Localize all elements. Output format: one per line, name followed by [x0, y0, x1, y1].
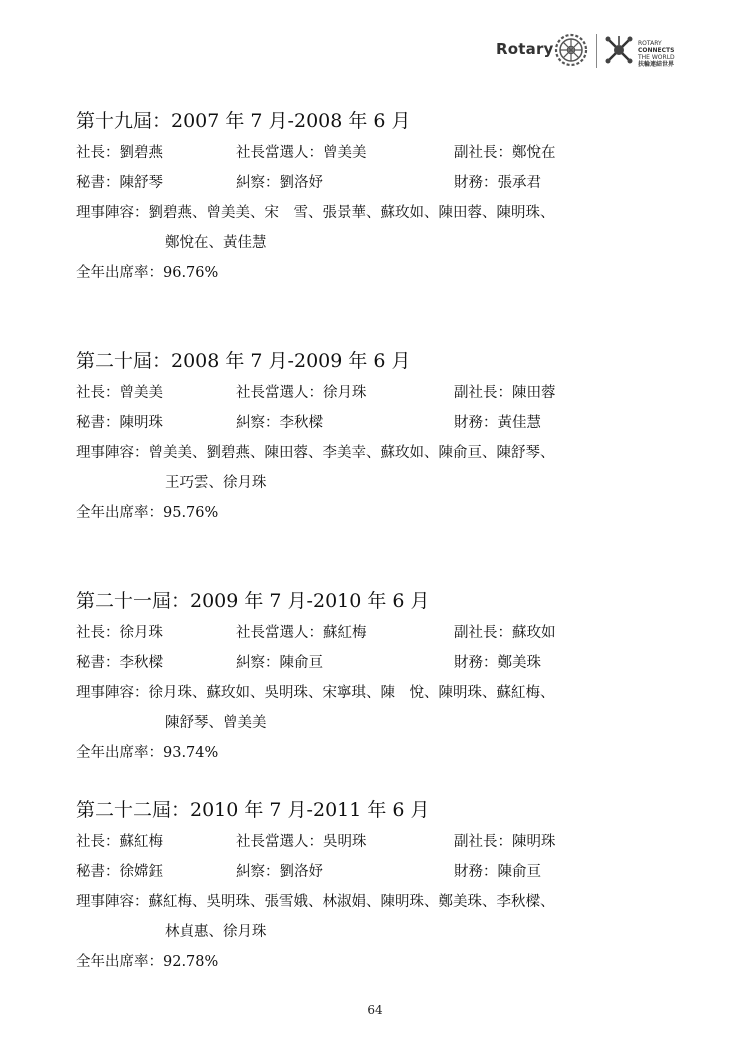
officers-row-1: [76, 827, 696, 857]
officers-row-1: [76, 618, 696, 648]
board-members: 理事陣容：蘇紅梅、吳明珠、張雪娥、林淑娟、陳明珠、鄭美珠、李秋樑、: [76, 894, 555, 910]
sergeant-at-arms: 糾察：劉洛妤: [236, 864, 323, 880]
treasurer: 財務：黃佳慧: [454, 415, 541, 431]
logo-divider: [596, 34, 597, 68]
vice-president: 副社長：蘇玫如: [454, 625, 556, 641]
sergeant-at-arms: 糾察：李秋樑: [236, 415, 323, 431]
term-title: 第二十屆：2008 年 7 月-2009 年 6 月: [76, 350, 411, 372]
president: 社長：曾美美: [76, 385, 163, 401]
secretary: 秘書：陳舒琴: [76, 175, 163, 191]
vice-president: 副社長：鄭悅在: [454, 145, 556, 161]
vice-president: 副社長：陳田蓉: [454, 385, 556, 401]
board-members-continued: 陳舒琴、曾美美: [165, 715, 267, 731]
board-members: 理事陣容：徐月珠、蘇玫如、吳明珠、宋寧琪、陳 悅、陳明珠、蘇紅梅、: [76, 685, 555, 701]
term-22: [76, 793, 696, 993]
treasurer: 財務：鄭美珠: [454, 655, 541, 671]
attendance-rate: 全年出席率：92.78%: [76, 954, 219, 970]
president-elect: 社長當選人：蘇紅梅: [236, 625, 367, 641]
officers-row-2: [76, 857, 696, 887]
board-members: 理事陣容：曾美美、劉碧燕、陳田蓉、李美幸、蘇玫如、陳俞亘、陳舒琴、: [76, 445, 555, 461]
term-21: [76, 584, 696, 793]
treasurer: 財務：張承君: [454, 175, 541, 191]
page-number: 64: [367, 1003, 383, 1017]
president-elect: 社長當選人：曾美美: [236, 145, 367, 161]
officers-row-2: [76, 648, 696, 678]
rotary-wordmark: Rotary: [496, 40, 554, 58]
term-20: [76, 344, 696, 584]
board-members-continued: 王巧雲、徐月珠: [165, 475, 267, 491]
connects-the-world-icon: [602, 33, 636, 67]
vice-president: 副社長：陳明珠: [454, 834, 556, 850]
term-title: 第二十一屆：2009 年 7 月-2010 年 6 月: [76, 590, 430, 612]
document-body: [76, 104, 696, 993]
board-members: 理事陣容：劉碧燕、曾美美、宋 雪、張景華、蘇玫如、陳田蓉、陳明珠、: [76, 205, 555, 221]
term-19: [76, 104, 696, 344]
sergeant-at-arms: 糾察：劉洛妤: [236, 175, 323, 191]
president: 社長：劉碧燕: [76, 145, 163, 161]
officers-row-2: [76, 168, 696, 198]
officers-row-1: [76, 378, 696, 408]
secretary: 秘書：徐嫦鈺: [76, 864, 163, 880]
term-title: 第二十二屆：2010 年 7 月-2011 年 6 月: [76, 799, 430, 821]
treasurer: 財務：陳俞亘: [454, 864, 541, 880]
attendance-rate: 全年出席率：93.74%: [76, 745, 219, 761]
officers-row-1: [76, 138, 696, 168]
secretary: 秘書：陳明珠: [76, 415, 163, 431]
term-title: 第十九屆：2007 年 7 月-2008 年 6 月: [76, 110, 411, 132]
officers-row-2: [76, 408, 696, 438]
president-elect: 社長當選人：吳明珠: [236, 834, 367, 850]
attendance-rate: 全年出席率：95.76%: [76, 505, 219, 521]
secretary: 秘書：李秋樑: [76, 655, 163, 671]
board-members-continued: 林貞惠、徐月珠: [165, 924, 267, 940]
header-logo: [496, 30, 696, 74]
connects-the-world-text: ROTARY CONNECTS THE WORLD 扶輪連結世界: [638, 40, 675, 68]
sergeant-at-arms: 糾察：陳俞亘: [236, 655, 323, 671]
board-members-continued: 鄭悅在、黃佳慧: [165, 235, 267, 251]
president: 社長：蘇紅梅: [76, 834, 163, 850]
rotary-wheel-icon: [554, 33, 588, 67]
president: 社長：徐月珠: [76, 625, 163, 641]
president-elect: 社長當選人：徐月珠: [236, 385, 367, 401]
attendance-rate: 全年出席率：96.76%: [76, 265, 219, 281]
